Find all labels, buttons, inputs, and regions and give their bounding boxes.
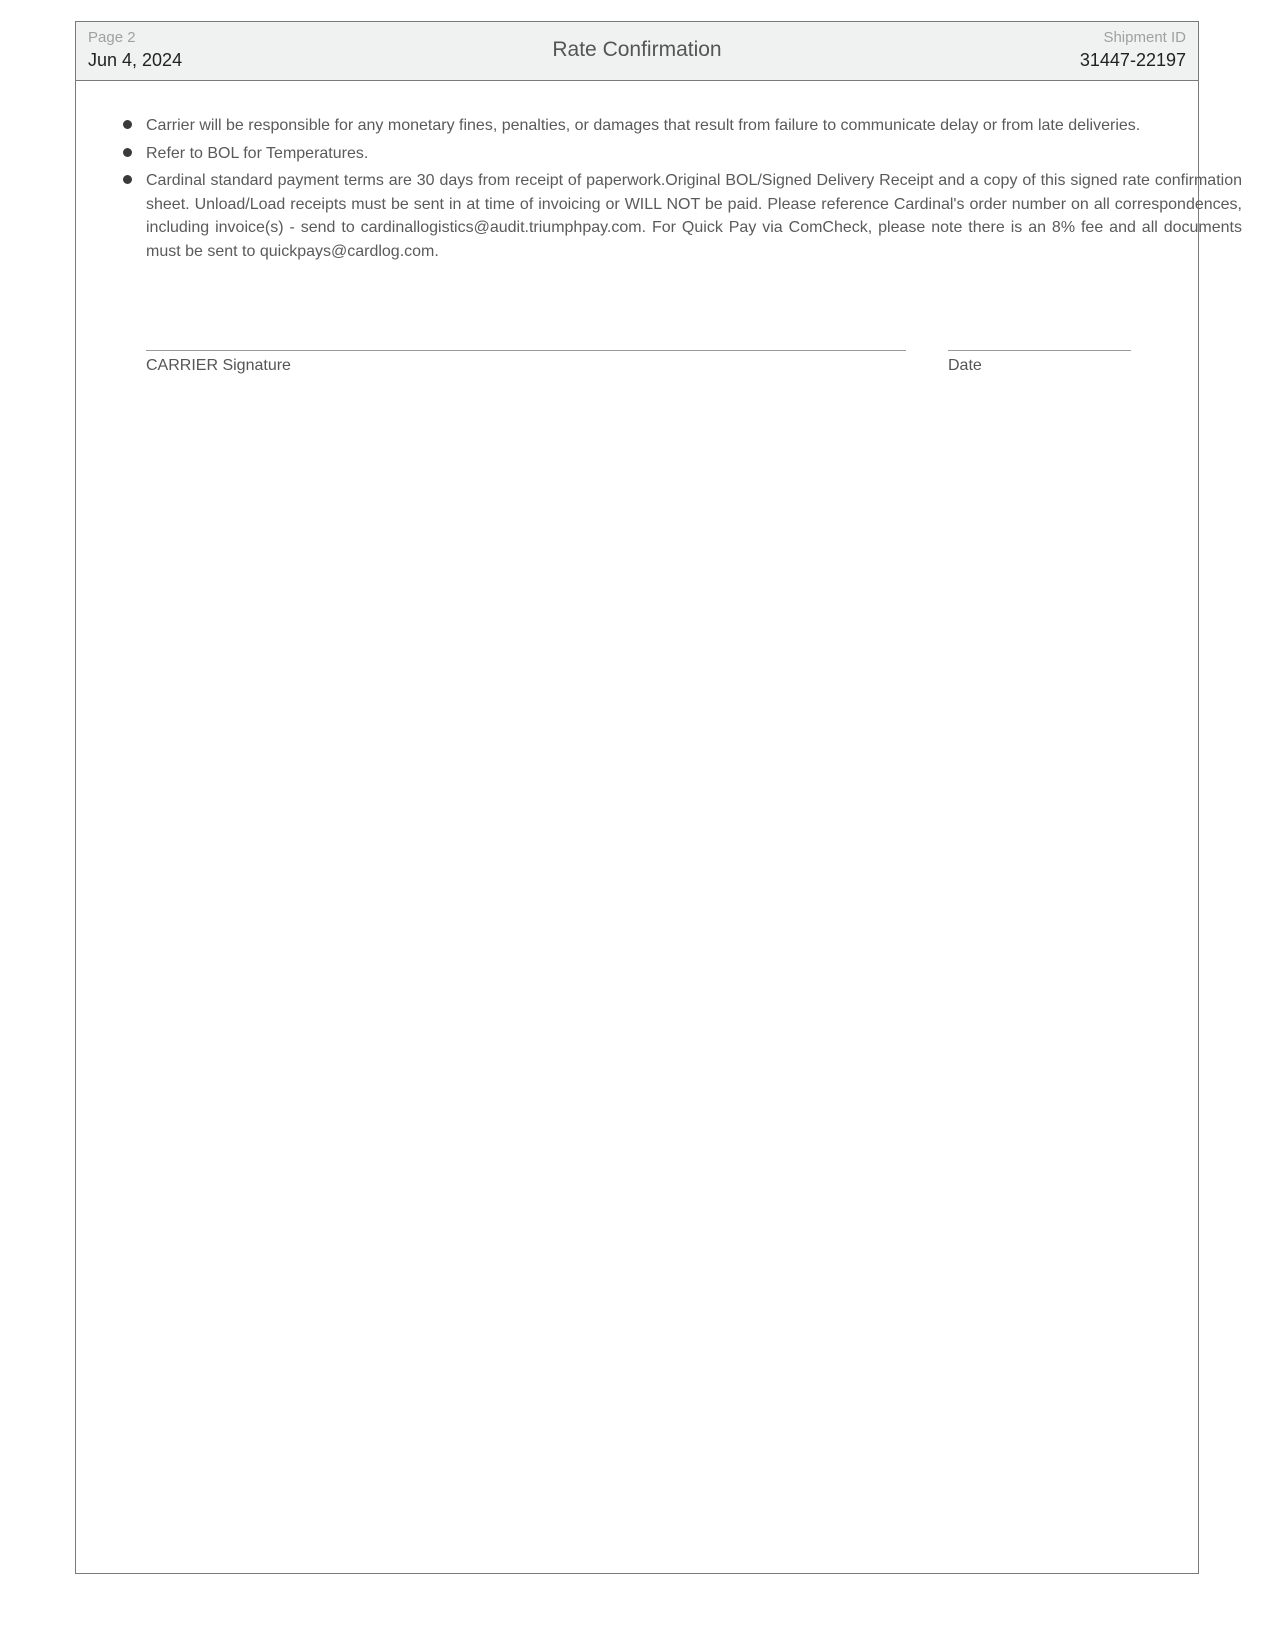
page-number: Page 2 <box>88 29 136 46</box>
term-item <box>146 114 1242 138</box>
header-right-block <box>1080 29 1186 73</box>
bullet-icon <box>123 175 132 184</box>
bullet-icon <box>123 148 132 157</box>
document-title: Rate Confirmation <box>552 38 722 61</box>
shipment-id-label: Shipment ID <box>1103 29 1186 46</box>
document-page <box>75 21 1242 1574</box>
page-header <box>76 22 1198 81</box>
signature-date-line[interactable] <box>948 350 1131 351</box>
document-date: Jun 4, 2024 <box>88 50 183 70</box>
term-text: Refer to BOL for Temperatures. <box>146 144 369 162</box>
term-text: Cardinal standard payment terms are 30 days from receipt of paperwork.Original BOL/Signed Delivery Receipt and a copy of this signed rate confirmation sheet. Unload/Load receipts must be sent in at time of invoicing or WILL NOT be paid. Please reference Cardinal's order number on all correspondences, including invoice(s) - send to cardinallogistics@audit.triumphpay.com. For Quick Pay via ComCheck, please note there is an 8% fee and all documents must be sent to quickpays@cardlog.com. <box>146 172 1242 260</box>
bullet-icon <box>123 120 132 129</box>
term-text: Carrier will be responsible for any monetary fines, penalties, or damages that result from failure to communicate delay or from late deliveries. <box>146 117 1141 134</box>
term-item <box>146 142 1242 166</box>
carrier-signature-label: CARRIER Signature <box>146 357 291 374</box>
carrier-signature-line[interactable] <box>146 350 906 351</box>
signature-date-label: Date <box>948 357 982 374</box>
shipment-id-value: 31447-22197 <box>1079 50 1186 70</box>
term-item <box>146 169 1242 263</box>
terms-list <box>146 114 1242 267</box>
